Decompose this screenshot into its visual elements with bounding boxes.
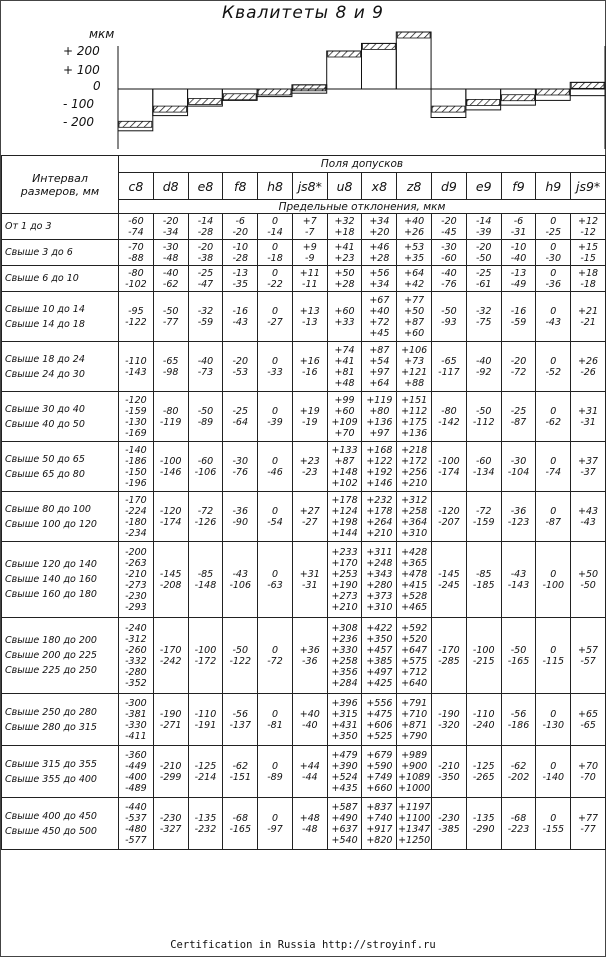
deviation-cell: +44 -44 (292, 746, 327, 798)
deviation-cell: +99 +60 +109 +70 (327, 392, 362, 442)
field-code-13: js9* (571, 173, 606, 200)
table-row (2, 746, 606, 798)
deviation-cell: -13 -35 (223, 266, 258, 292)
deviation-cell: 0 -43 (536, 292, 571, 342)
size-interval-label: Свыше 6 до 10 (5, 273, 79, 284)
deviation-cell: -65 -98 (153, 342, 188, 392)
field-code-10: e9 (466, 173, 501, 200)
deviation-cell: -200 -263 -210 -273 -230 -293 (119, 542, 154, 618)
deviation-cell: -230 -327 (153, 798, 188, 850)
table-row (2, 392, 606, 442)
deviation-cell: +151 +112 +175 +136 (397, 392, 432, 442)
deviation-cell: +37 -37 (571, 442, 606, 492)
deviation-cell: 0 -89 (258, 746, 293, 798)
size-interval (2, 492, 119, 542)
field-code-2: e8 (188, 173, 223, 200)
deviation-cell: -230 -385 (432, 798, 467, 850)
deviation-cell: -50 -89 (188, 392, 223, 442)
axis-label-plus200: + 200 (63, 44, 100, 58)
deviation-cell: -43 -106 (223, 542, 258, 618)
field-code-0: c8 (119, 173, 154, 200)
deviation-lower: -74 (128, 226, 144, 238)
deviation-cell: -190 -271 (153, 694, 188, 746)
deviation-cell: -30 -60 (432, 240, 467, 266)
deviation-cell: +479 +390 +524 +435 (327, 746, 362, 798)
deviation-cell: +46 +28 (362, 240, 397, 266)
size-interval (2, 798, 119, 850)
size-interval-label: Свыше 280 до 315 (5, 721, 97, 733)
deviation-cell: -72 -126 (188, 492, 223, 542)
size-interval-label: Свыше 180 до 200 (5, 635, 97, 646)
deviation-cell: -110 -191 (188, 694, 223, 746)
deviation-cell: -62 -151 (223, 746, 258, 798)
page-title: Квалитеты 8 и 9 (222, 3, 384, 23)
deviation-cell: +21 -21 (571, 292, 606, 342)
deviations-header: Предельные отклонения, мкм (119, 200, 606, 214)
deviation-cell: -170 -242 (153, 618, 188, 694)
deviation-cell: -210 -350 (432, 746, 467, 798)
deviation-cell: +422 +350 +457 +385 +497 +425 (362, 618, 397, 694)
field-code-9: d9 (432, 173, 467, 200)
size-interval (2, 542, 119, 618)
size-interval-label: Свыше 14 до 18 (5, 318, 85, 330)
deviation-cell: +74 +41 +81 +48 (327, 342, 362, 392)
deviation-cell: +31 -31 (292, 542, 327, 618)
deviation-cell: +218 +172 +256 +210 (397, 442, 432, 492)
deviation-cell: -20 -72 (501, 342, 536, 392)
deviation-cell: -50 -112 (466, 392, 501, 442)
deviation-cell: +34 +20 (362, 214, 397, 240)
deviation-cell: -85 -148 (188, 542, 223, 618)
deviation-cell: 0 -72 (258, 618, 293, 694)
deviation-cell: 0 -39 (258, 392, 293, 442)
deviation-cell: -50 -93 (432, 292, 467, 342)
deviation-cell: -25 -61 (466, 266, 501, 292)
deviation-cell: 0 -18 (258, 240, 293, 266)
size-interval-label: Свыше 140 до 160 (5, 574, 97, 585)
deviation-cell: +178 +124 +198 +144 (327, 492, 362, 542)
deviation-cell: +592 +520 +647 +575 +712 +640 (397, 618, 432, 694)
deviation-cell: -40 -76 (432, 266, 467, 292)
deviation-cell: +60 +33 (327, 292, 362, 342)
deviation-cell: +679 +590 +749 +660 (362, 746, 397, 798)
deviation-cell: -30 -76 (223, 442, 258, 492)
deviation-cell: -125 -265 (466, 746, 501, 798)
deviation-cell: 0 -100 (536, 542, 571, 618)
field-code-12: h9 (536, 173, 571, 200)
deviation-cell: +56 +34 (362, 266, 397, 292)
deviation-cell: +50 -50 (571, 542, 606, 618)
deviation-cell: -20 -34 (153, 214, 188, 240)
deviation-cell: +26 -26 (571, 342, 606, 392)
table-row (2, 492, 606, 542)
deviation-cell: -60 -106 (188, 442, 223, 492)
deviation-cell: -16 -43 (223, 292, 258, 342)
deviation-cell: 0 -46 (258, 442, 293, 492)
field-code-8: z8 (397, 173, 432, 200)
deviation-cell: +15 -15 (571, 240, 606, 266)
size-interval-label: Свыше 450 до 500 (5, 825, 97, 837)
tolerance-fields-diagram (1, 1, 606, 161)
deviation-cell: -56 -137 (223, 694, 258, 746)
field-code-6: u8 (327, 173, 362, 200)
deviation-cell: +67 +40 +72 +45 (362, 292, 397, 342)
deviation-cell: -25 -64 (223, 392, 258, 442)
deviation-cell: -190 -320 (432, 694, 467, 746)
deviation-cell: -360 -449 -400 -489 (119, 746, 154, 798)
deviation-cell: -32 -75 (466, 292, 501, 342)
size-interval (2, 746, 119, 798)
axis-label-minus200: - 200 (63, 115, 95, 129)
deviation-cell: -85 -185 (466, 542, 501, 618)
deviation-cell: +311 +248 +343 +280 +373 +310 (362, 542, 397, 618)
deviation-cell: -40 -92 (466, 342, 501, 392)
deviation-cell: -40 -62 (153, 266, 188, 292)
size-interval-label: Свыше 400 до 450 (5, 810, 97, 822)
size-interval-label: Свыше 315 до 355 (5, 758, 97, 770)
deviation-cell: -20 -45 (432, 214, 467, 240)
field-code-1: d8 (153, 173, 188, 200)
deviation-cell: +556 +475 +606 +525 (362, 694, 397, 746)
deviation-cell: +31 -31 (571, 392, 606, 442)
size-interval-label: Свыше 200 до 225 (5, 650, 97, 661)
deviation-cell: 0 -87 (536, 492, 571, 542)
deviation-cell (119, 214, 154, 240)
deviation-cell: -20 -50 (466, 240, 501, 266)
deviation-cell: -50 -165 (501, 618, 536, 694)
deviation-cell: -50 -122 (223, 618, 258, 694)
deviation-cell: +27 -27 (292, 492, 327, 542)
deviation-cell: 0 -36 (536, 266, 571, 292)
table-row (2, 542, 606, 618)
deviation-cell: -120 -159 -130 -169 (119, 392, 154, 442)
deviation-cell: +50 +28 (327, 266, 362, 292)
deviation-cell: -135 -290 (466, 798, 501, 850)
deviation-cell: -95 -122 (119, 292, 154, 342)
deviation-cell: +791 +710 +871 +790 (397, 694, 432, 746)
deviation-cell: +53 +35 (397, 240, 432, 266)
table-row (2, 342, 606, 392)
deviation-cell: -145 -245 (432, 542, 467, 618)
deviation-cell: +19 -19 (292, 392, 327, 442)
deviation-cell: 0 -52 (536, 342, 571, 392)
deviation-cell: -56 -186 (501, 694, 536, 746)
deviation-cell: -43 -143 (501, 542, 536, 618)
deviation-cell: -40 -73 (188, 342, 223, 392)
deviation-cell: -6 -20 (223, 214, 258, 240)
deviation-cell: +77 +50 +87 +60 (397, 292, 432, 342)
size-interval (2, 214, 119, 240)
deviation-cell: -14 -39 (466, 214, 501, 240)
deviation-cell: -170 -285 (432, 618, 467, 694)
deviation-cell: -62 -202 (501, 746, 536, 798)
size-interval-label: Свыше 100 до 120 (5, 518, 97, 530)
deviation-cell: +13 -13 (292, 292, 327, 342)
table-row (2, 240, 606, 266)
deviation-cell: +989 +900 +1089 +1000 (397, 746, 432, 798)
deviation-cell: -120 -207 (432, 492, 467, 542)
deviation-cell: -10 -28 (223, 240, 258, 266)
deviation-cell: -440 -537 -480 -577 (119, 798, 154, 850)
deviation-cell: +168 +122 +192 +146 (362, 442, 397, 492)
deviation-cell: -14 -28 (188, 214, 223, 240)
deviation-cell: +16 -16 (292, 342, 327, 392)
deviation-cell: -36 -123 (501, 492, 536, 542)
deviation-cell: +70 -70 (571, 746, 606, 798)
table-row (2, 214, 606, 240)
size-interval-label: Свыше 120 до 140 (5, 559, 97, 570)
deviation-cell: -170 -224 -180 -234 (119, 492, 154, 542)
deviation-cell: +837 +740 +917 +820 (362, 798, 397, 850)
deviation-cell: +9 -9 (292, 240, 327, 266)
deviation-cell: -70 -88 (119, 240, 154, 266)
size-interval-label: Свыше 24 до 30 (5, 368, 85, 380)
deviation-cell: -6 -31 (501, 214, 536, 240)
deviation-cell: +77 -77 (571, 798, 606, 850)
deviation-cell: +396 +315 +431 +350 (327, 694, 362, 746)
deviation-cell: -110 -143 (119, 342, 154, 392)
deviation-cell: +587 +490 +637 +540 (327, 798, 362, 850)
size-interval-label: Свыше 50 до 65 (5, 453, 85, 465)
size-interval-label: Свыше 80 до 100 (5, 503, 91, 515)
size-interval (2, 292, 119, 342)
deviation-cell: +312 +258 +364 +310 (397, 492, 432, 542)
deviation-cell: 0 -81 (258, 694, 293, 746)
size-interval (2, 392, 119, 442)
axis-unit: мкм (89, 27, 115, 41)
deviation-cell: 0 -33 (258, 342, 293, 392)
table-row (2, 694, 606, 746)
deviation-cell: +87 +54 +97 +64 (362, 342, 397, 392)
deviation-cell: 0 -62 (536, 392, 571, 442)
size-interval-label: Свыше 225 до 250 (5, 665, 97, 676)
size-interval-label: Свыше 40 до 50 (5, 418, 85, 430)
deviation-cell: +18 -18 (571, 266, 606, 292)
axis-label-zero: 0 (93, 79, 101, 93)
deviation-cell: -100 -174 (432, 442, 467, 492)
deviation-cell: +23 -23 (292, 442, 327, 492)
interval-header: Интервал размеров, мм (2, 156, 119, 214)
deviation-cell: +57 -57 (571, 618, 606, 694)
size-interval-label: Свыше 250 до 280 (5, 706, 97, 718)
deviation-cell: -65 -117 (432, 342, 467, 392)
deviation-cell: -16 -59 (501, 292, 536, 342)
deviation-cell: -30 -48 (153, 240, 188, 266)
table-row (2, 618, 606, 694)
deviation-cell: 0 -63 (258, 542, 293, 618)
deviation-cell: +41 +23 (327, 240, 362, 266)
deviation-cell: 0 -14 (258, 214, 293, 240)
deviation-cell: -60 -134 (466, 442, 501, 492)
deviation-cell: -80 -119 (153, 392, 188, 442)
deviation-upper: -60 (128, 215, 144, 227)
deviation-cell: -50 -77 (153, 292, 188, 342)
deviation-cell: 0 -22 (258, 266, 293, 292)
deviation-cell: -68 -223 (501, 798, 536, 850)
size-interval-label: Свыше 30 до 40 (5, 403, 85, 415)
deviation-cell: 0 -97 (258, 798, 293, 850)
deviation-cell: +64 +42 (397, 266, 432, 292)
deviation-cell: -110 -240 (466, 694, 501, 746)
deviation-cell: +43 -43 (571, 492, 606, 542)
size-interval-label: Свыше 10 до 14 (5, 303, 85, 315)
footer-text: Certification in Russia http://stroyinf.ru (170, 939, 436, 951)
deviation-cell: +65 -65 (571, 694, 606, 746)
deviation-cell: -25 -47 (188, 266, 223, 292)
deviation-cell: +32 +18 (327, 214, 362, 240)
deviation-cell: -100 -215 (466, 618, 501, 694)
size-interval-label: Свыше 18 до 24 (5, 353, 85, 365)
fields-header: Поля допусков (119, 156, 606, 173)
deviation-cell: -240 -312 -260 -332 -280 -352 (119, 618, 154, 694)
deviation-cell: -32 -59 (188, 292, 223, 342)
size-interval-label: Свыше 65 до 80 (5, 468, 85, 480)
deviation-cell: +133 +87 +148 +102 (327, 442, 362, 492)
deviation-cell: -13 -49 (501, 266, 536, 292)
deviation-cell: -145 -208 (153, 542, 188, 618)
deviation-cell: +308 +236 +330 +258 +356 +284 (327, 618, 362, 694)
deviation-cell: -36 -90 (223, 492, 258, 542)
deviation-cell: +119 +80 +136 +97 (362, 392, 397, 442)
deviation-cell: -20 -38 (188, 240, 223, 266)
deviation-cell: +48 -48 (292, 798, 327, 850)
axis-label-minus100: - 100 (63, 97, 95, 111)
deviation-cell: -100 -172 (188, 618, 223, 694)
table-row (2, 442, 606, 492)
field-code-7: x8 (362, 173, 397, 200)
field-code-5: js8* (292, 173, 327, 200)
size-interval (2, 240, 119, 266)
field-code-4: h8 (258, 173, 293, 200)
deviation-cell: -135 -232 (188, 798, 223, 850)
field-code-11: f9 (501, 173, 536, 200)
deviation-cell: 0 -115 (536, 618, 571, 694)
size-interval (2, 342, 119, 392)
size-interval-label: От 1 до 3 (5, 221, 52, 232)
deviation-cell: -125 -214 (188, 746, 223, 798)
deviation-cell: -210 -299 (153, 746, 188, 798)
deviation-cell: 0 -54 (258, 492, 293, 542)
field-code-3: f8 (223, 173, 258, 200)
deviation-cell: +12 -12 (571, 214, 606, 240)
deviation-cell: 0 -30 (536, 240, 571, 266)
deviation-cell: +106 +73 +121 +88 (397, 342, 432, 392)
table-row (2, 292, 606, 342)
deviation-cell: -80 -102 (119, 266, 154, 292)
size-interval-label: Свыше 160 до 180 (5, 589, 97, 600)
deviation-cell: +11 -11 (292, 266, 327, 292)
size-interval (2, 266, 119, 292)
size-interval (2, 442, 119, 492)
deviation-cell: +36 -36 (292, 618, 327, 694)
size-interval-label: Свыше 355 до 400 (5, 773, 97, 785)
deviation-cell: -30 -104 (501, 442, 536, 492)
deviation-cell: 0 -74 (536, 442, 571, 492)
deviation-cell: +40 -40 (292, 694, 327, 746)
deviation-cell: -72 -159 (466, 492, 501, 542)
deviation-cell: 0 -140 (536, 746, 571, 798)
deviation-cell: -100 -146 (153, 442, 188, 492)
deviation-cell: -120 -174 (153, 492, 188, 542)
size-interval-label: Свыше 3 до 6 (5, 247, 73, 258)
deviation-cell: -25 -87 (501, 392, 536, 442)
size-interval (2, 694, 119, 746)
deviation-cell: 0 -27 (258, 292, 293, 342)
deviation-cell: -300 -381 -330 -411 (119, 694, 154, 746)
deviation-cell: +232 +178 +264 +210 (362, 492, 397, 542)
deviation-cell: -80 -142 (432, 392, 467, 442)
deviation-table (1, 155, 606, 850)
table-row (2, 266, 606, 292)
deviation-cell: 0 -25 (536, 214, 571, 240)
deviation-cell: -140 -186 -150 -196 (119, 442, 154, 492)
deviation-cell: +233 +170 +253 +190 +273 +210 (327, 542, 362, 618)
deviation-cell: -10 -40 (501, 240, 536, 266)
deviation-cell: 0 -130 (536, 694, 571, 746)
deviation-cell: 0 -155 (536, 798, 571, 850)
deviation-cell: -68 -165 (223, 798, 258, 850)
deviation-cell: +1197 +1100 +1347 +1250 (397, 798, 432, 850)
axis-label-plus100: + 100 (63, 63, 100, 77)
size-interval (2, 618, 119, 694)
deviation-cell: -20 -53 (223, 342, 258, 392)
deviation-cell: +40 +26 (397, 214, 432, 240)
table-row (2, 798, 606, 850)
deviation-cell: +7 -7 (292, 214, 327, 240)
deviation-cell: +428 +365 +478 +415 +528 +465 (397, 542, 432, 618)
